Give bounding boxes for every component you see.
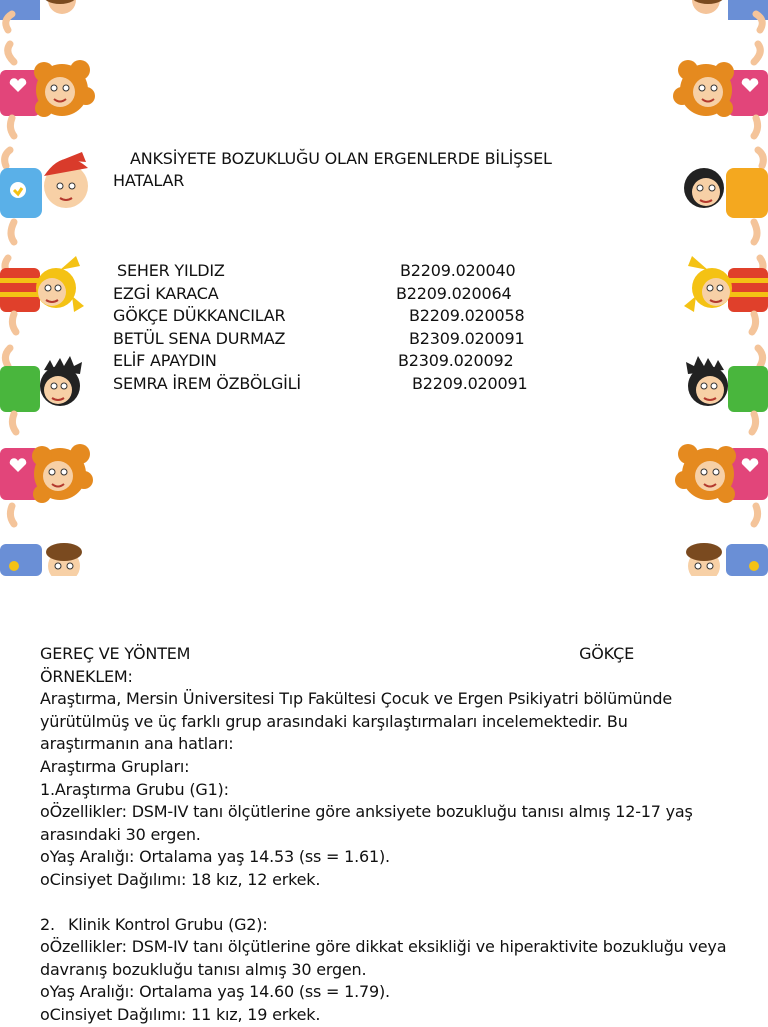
left-kids-border — [0, 0, 100, 576]
group1-features: oÖzellikler: DSM-IV tanı ölçütlerine göre anksiyete bozukluğu tanısı almış 12-17 yaş arasındaki 30 ergen. — [40, 802, 693, 844]
girl-yellow-pigtails-icon — [684, 256, 768, 332]
section-header — [40, 643, 730, 666]
student-id: B2209.020040 — [400, 261, 516, 280]
group2-gender: oCinsiyet Dağılımı: 11 kız, 19 erkek. — [40, 1004, 321, 1024]
boy-brown-hair-icon — [0, 543, 82, 576]
group1-age: oYaş Aralığı: Ortalama yaş 14.53 (ss = 1.61). — [40, 847, 390, 867]
student-id: B2209.020058 — [409, 306, 525, 325]
group2-title-row — [40, 914, 730, 937]
group2-number: 2. — [40, 914, 55, 934]
student-name: EZGİ KARACA — [113, 284, 219, 303]
boy-brown-hair-icon — [690, 0, 768, 30]
group2-title: Klinik Kontrol Grubu (G2): — [68, 914, 268, 934]
student-name: SEHER YILDIZ — [117, 261, 225, 280]
boy-red-cap-icon — [0, 150, 88, 242]
sample-label: ÖRNEKLEM: — [40, 666, 133, 686]
section-heading: GEREÇ VE YÖNTEM — [40, 644, 191, 663]
group1-gender: oCinsiyet Dağılımı: 18 kız, 12 erkek. — [40, 869, 321, 889]
girl-curly-hair-icon — [675, 444, 768, 524]
title-line-2: HATALAR — [113, 171, 185, 190]
girl-curly-hair-icon — [0, 44, 95, 136]
group2-age: oYaş Aralığı: Ortalama yaş 14.60 (ss = 1.79). — [40, 982, 390, 1002]
student-id: B2209.020064 — [396, 284, 512, 303]
student-id: B2309.020092 — [398, 351, 514, 370]
intro-paragraph: Araştırma, Mersin Üniversitesi Tıp Fakültesi Çocuk ve Ergen Psikiyatri bölümünde yürütülmüş ve üç farklı grup arasındaki karşılaştırmaları incelemektedir. Bu araştırmanın ana hatları: — [40, 689, 672, 754]
title-line-1: ANKSİYETE BOZUKLUĞU OLAN ERGENLERDE BİLİŞSEL — [130, 149, 552, 168]
student-name: SEMRA İREM ÖZBÖLGİLİ — [113, 374, 301, 393]
girl-curly-hair-icon — [673, 44, 768, 136]
girl-curly-hair-icon — [0, 444, 93, 524]
boy-brown-hair-icon — [0, 0, 78, 30]
methods-section — [40, 643, 730, 1027]
boy-spiky-hair-icon — [686, 348, 768, 432]
boy-brown-hair-icon — [686, 543, 768, 576]
author-name: GÖKÇE — [579, 644, 634, 663]
right-kids-border — [668, 0, 768, 576]
student-id: B2309.020091 — [409, 329, 525, 348]
boy-spiky-hair-icon — [0, 348, 82, 432]
slide-title — [113, 148, 593, 192]
student-name: ELİF APAYDIN — [113, 351, 217, 370]
spacer — [40, 892, 730, 914]
student-name: GÖKÇE DÜKKANCILAR — [113, 306, 286, 325]
group2-features: oÖzellikler: DSM-IV tanı ölçütlerine göre dikkat eksikliği ve hiperaktivite bozukluğu veya davranış bozukluğu tanısı almış 30 ergen. — [40, 937, 727, 979]
groups-label: Araştırma Grupları: — [40, 756, 190, 776]
boy-brown-hair-icon — [684, 150, 768, 242]
girl-yellow-pigtails-icon — [0, 256, 84, 332]
student-name: BETÜL SENA DURMAZ — [113, 329, 286, 348]
group1-title: 1.Araştırma Grubu (G1): — [40, 779, 229, 799]
student-id: B2209.020091 — [412, 374, 528, 393]
